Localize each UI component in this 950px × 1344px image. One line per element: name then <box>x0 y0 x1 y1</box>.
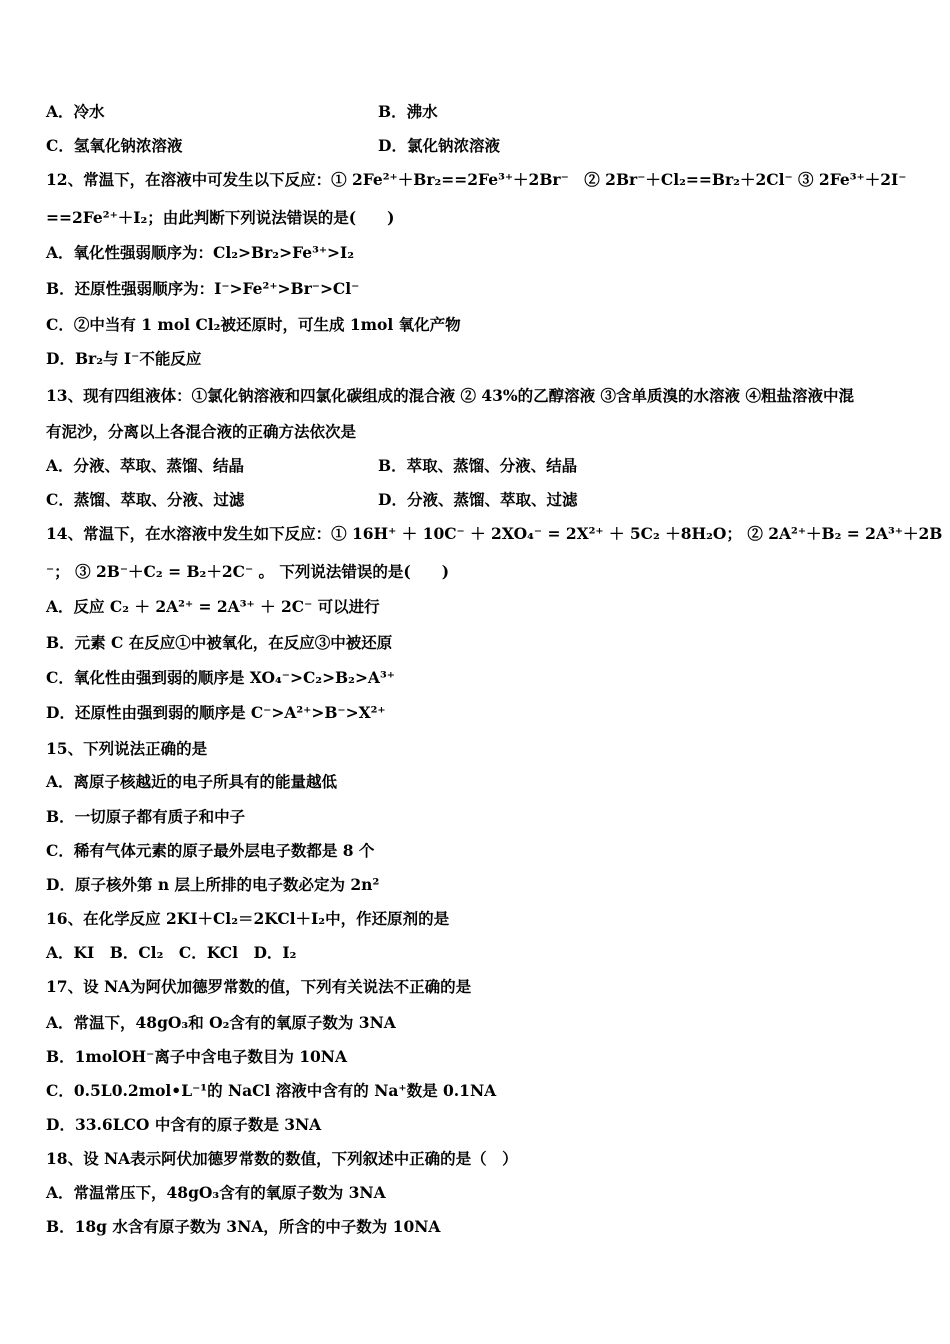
q11-option-c: C．氢氧化钠浓溶液 <box>46 136 183 155</box>
q17-option-d: D．33.6LCO 中含有的原子数是 3NA <box>46 1115 322 1134</box>
q12-option-d: D．Br₂与 I⁻不能反应 <box>46 349 202 368</box>
q16-options: A．KI B．Cl₂ C．KCl D．I₂ <box>46 943 297 962</box>
q17-option-b: B．1molOH⁻离子中含电子数目为 10NA <box>46 1047 348 1066</box>
q12-option-c: C．②中当有 1 mol Cl₂被还原时，可生成 1mol 氧化产物 <box>46 315 461 334</box>
q17-option-c: C．0.5L0.2mol•L⁻¹的 NaCl 溶液中含有的 Na⁺数是 0.1NA <box>46 1081 497 1100</box>
q13-stem-line2: 有泥沙，分离以上各混合液的正确方法依次是 <box>46 422 357 441</box>
q12-stem-line2: ==2Fe²⁺＋I₂；由此判断下列说法错误的是( ) <box>46 208 395 227</box>
q14-option-a: A．反应 C₂ ＋ 2A²⁺ = 2A³⁺ ＋ 2C⁻ 可以进行 <box>46 597 380 616</box>
q16-stem: 16、在化学反应 2KI＋Cl₂＝2KCl＋I₂中，作还原剂的是 <box>46 909 450 928</box>
q18-option-a: A．常温常压下，48gO₃含有的氧原子数为 3NA <box>46 1183 386 1202</box>
q12-stem-line1: 12、常温下，在溶液中可发生以下反应：① 2Fe²⁺＋Br₂==2Fe³⁺＋2Br⁻ ② 2Br⁻＋Cl₂==Br₂＋2Cl⁻ ③ 2Fe³⁺＋2I⁻ <box>46 170 907 189</box>
q15-option-c: C．稀有气体元素的原子最外层电子数都是 8 个 <box>46 841 375 860</box>
q17-stem: 17、设 NA为阿伏加德罗常数的值，下列有关说法不正确的是 <box>46 977 472 996</box>
q13-stem-line1: 13、现有四组液体：①氯化钠溶液和四氯化碳组成的混合液 ② 43%的乙醇溶液 ③含单质溴的水溶液 ④粗盐溶液中混 <box>46 386 854 405</box>
q13-option-d: D．分液、蒸馏、萃取、过滤 <box>378 490 578 509</box>
q15-option-a: A．离原子核越近的电子所具有的能量越低 <box>46 772 338 791</box>
q12-option-a: A．氧化性强弱顺序为：Cl₂>Br₂>Fe³⁺>I₂ <box>46 243 355 262</box>
q13-option-c: C．蒸馏、萃取、分液、过滤 <box>46 490 245 509</box>
q13-option-a: A．分液、萃取、蒸馏、结晶 <box>46 456 245 475</box>
q14-stem-line2: ⁻； ③ 2B⁻＋C₂ = B₂＋2C⁻ 。 下列说法错误的是( ) <box>46 562 450 581</box>
q15-option-b: B．一切原子都有质子和中子 <box>46 807 246 826</box>
q11-option-d: D．氯化钠浓溶液 <box>378 136 500 155</box>
q14-option-b: B．元素 C 在反应①中被氧化，在反应③中被还原 <box>46 633 393 652</box>
q17-option-a: A．常温下，48gO₃和 O₂含有的氧原子数为 3NA <box>46 1013 396 1032</box>
q15-stem: 15、下列说法正确的是 <box>46 739 208 758</box>
q14-option-c: C．氧化性由强到弱的顺序是 XO₄⁻>C₂>B₂>A³⁺ <box>46 668 395 687</box>
q11-option-b: B．沸水 <box>378 102 438 121</box>
q18-stem: 18、设 NA表示阿伏加德罗常数的数值，下列叙述中正确的是（ ） <box>46 1149 518 1168</box>
q12-option-b: B．还原性强弱顺序为：I⁻>Fe²⁺>Br⁻>Cl⁻ <box>46 279 360 298</box>
q15-option-d: D．原子核外第 n 层上所排的电子数必定为 2n² <box>46 875 380 894</box>
q14-stem-line1: 14、常温下，在水溶液中发生如下反应：① 16H⁺ ＋ 10C⁻ ＋ 2XO₄⁻ = 2X²⁺ ＋ 5C₂ ＋8H₂O； ② 2A²⁺＋B₂ = 2A³⁺＋2B <box>46 524 943 543</box>
q14-option-d: D．还原性由强到弱的顺序是 C⁻>A²⁺>B⁻>X²⁺ <box>46 703 386 722</box>
q13-option-b: B．萃取、蒸馏、分液、结晶 <box>378 456 578 475</box>
q18-option-b: B．18g 水含有原子数为 3NA，所含的中子数为 10NA <box>46 1217 441 1236</box>
q11-option-a: A．冷水 <box>46 102 105 121</box>
